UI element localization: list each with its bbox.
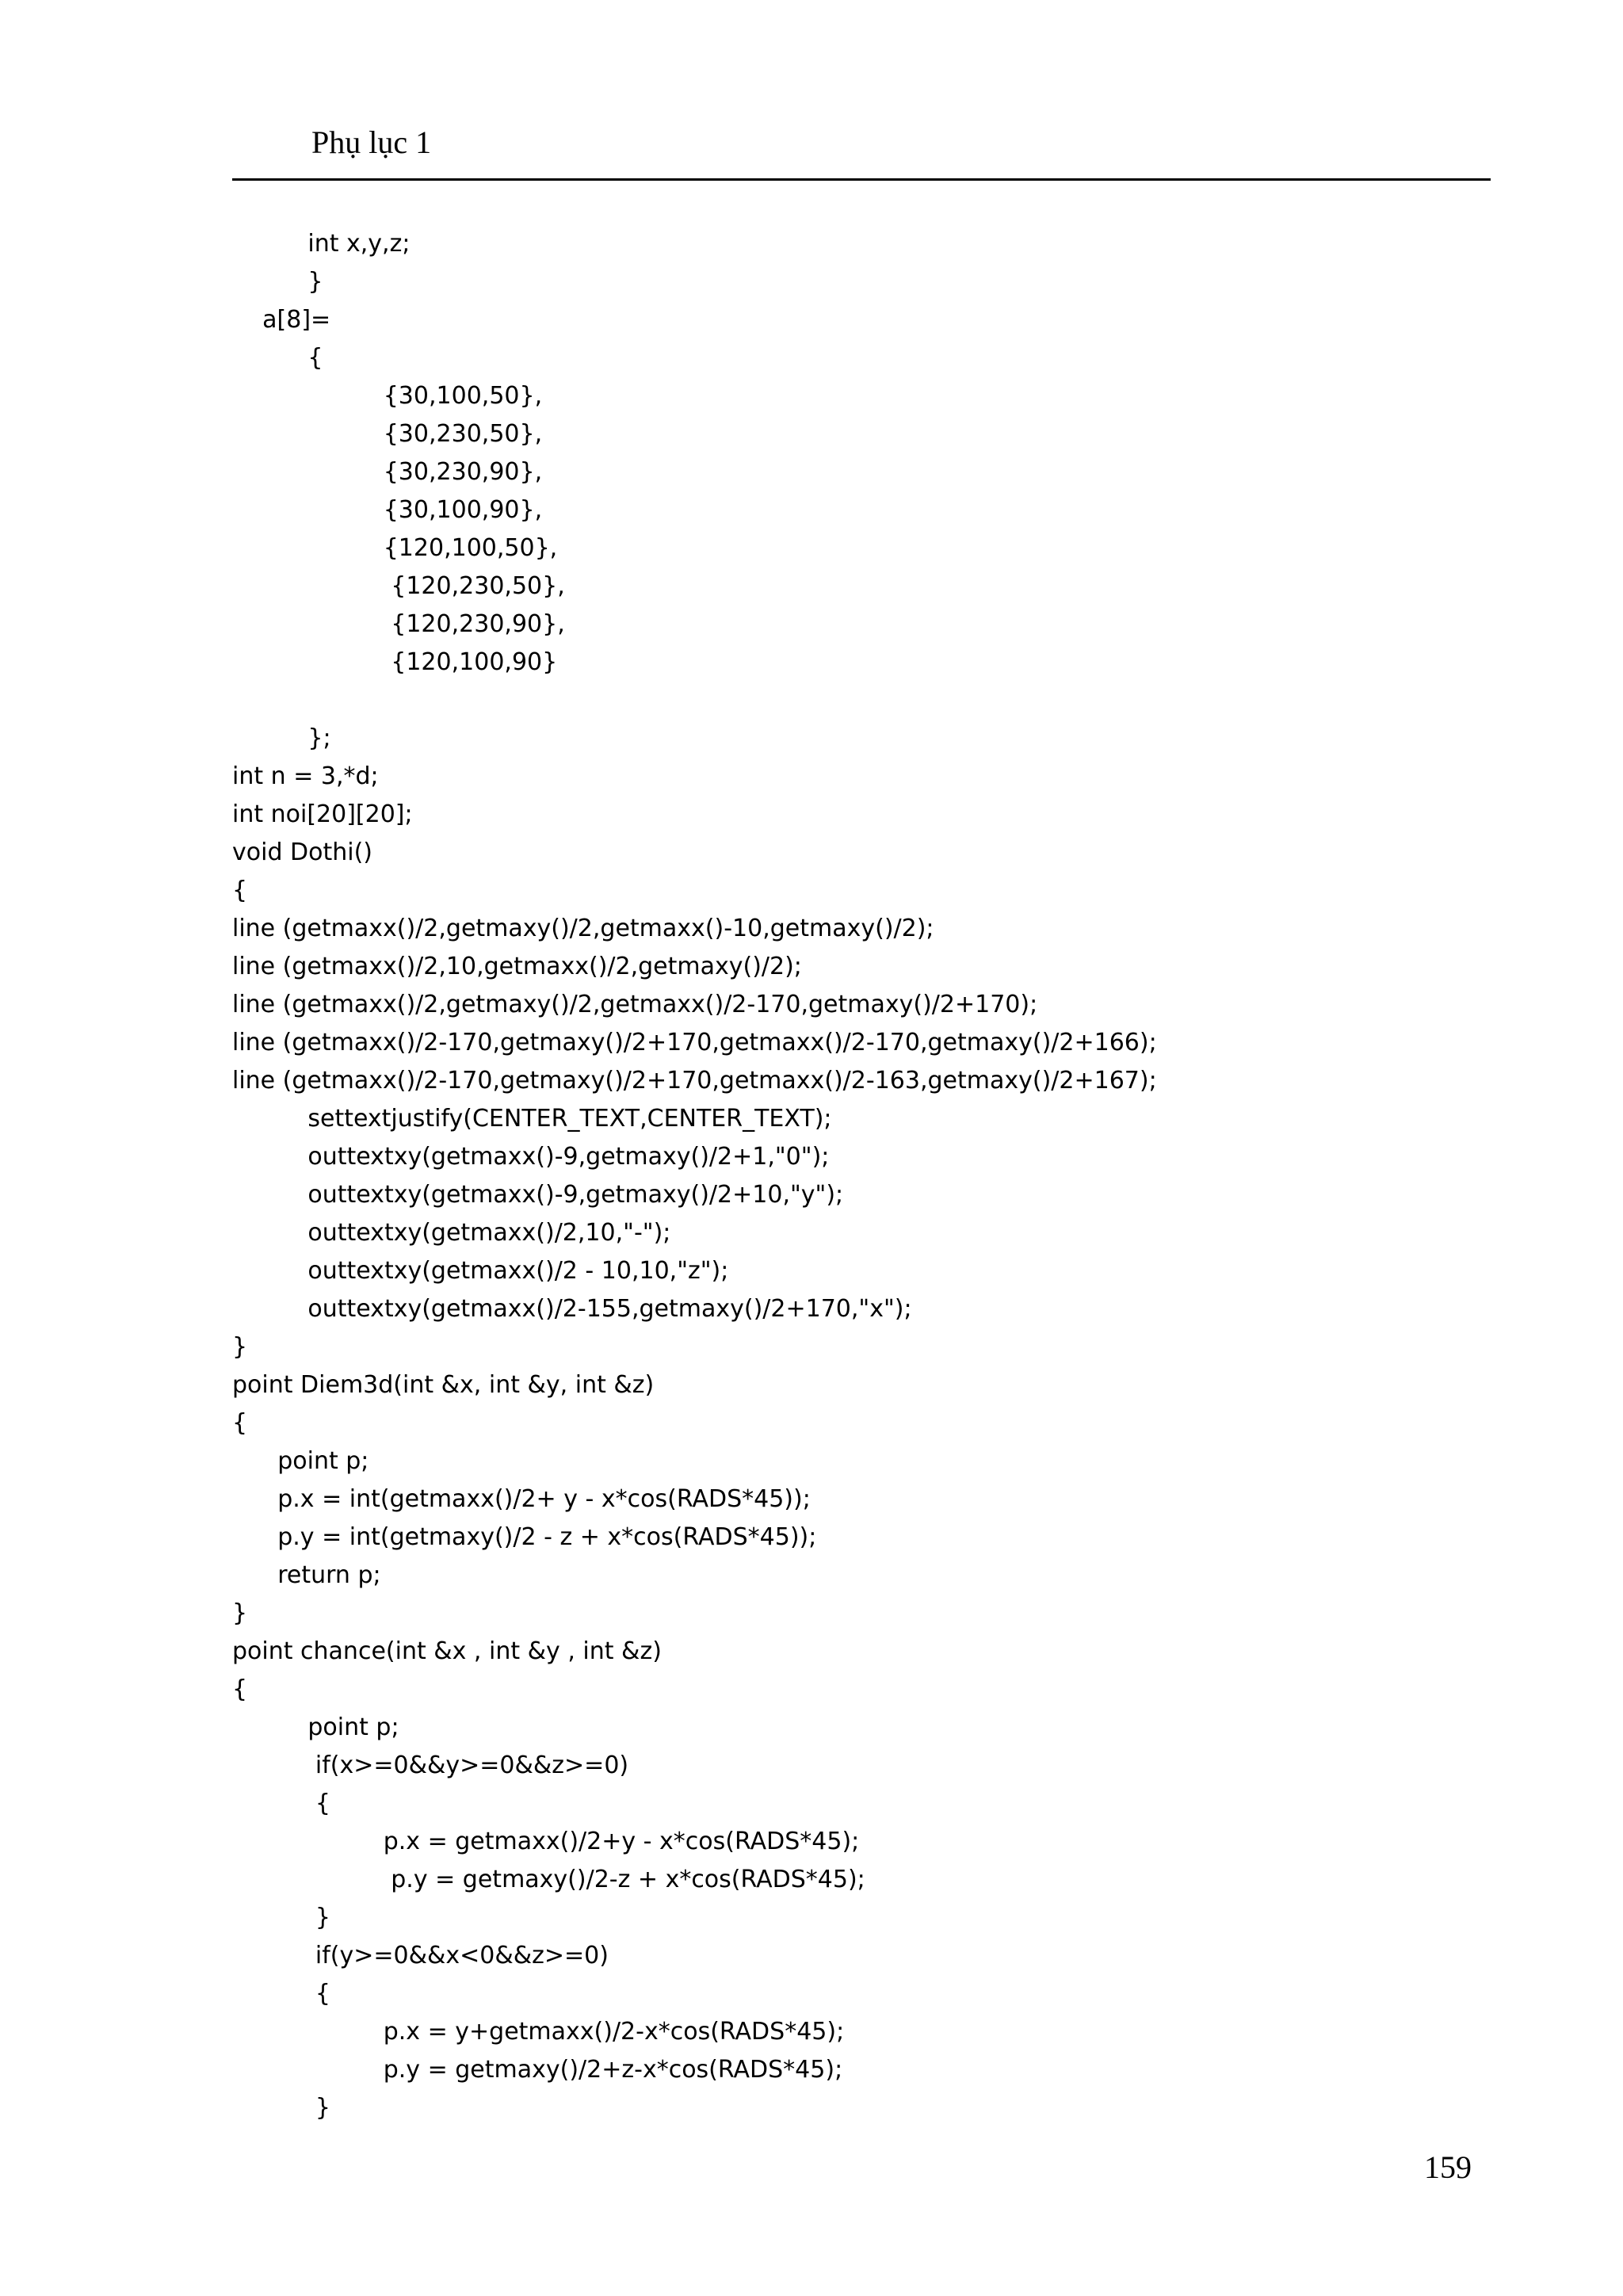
code-line: { [232, 1675, 248, 1703]
code-line: } [232, 1904, 330, 1931]
page-number: 159 [1424, 2149, 1472, 2185]
code-line: { [232, 1790, 330, 1817]
code-line: } [232, 2094, 330, 2122]
code-line: int n = 3,*d; [232, 762, 379, 790]
code-line: { [232, 877, 248, 904]
code-line: p.x = getmaxx()/2+y - x*cos(RADS*45); [232, 1828, 860, 1855]
code-line: outtextxy(getmaxx()-9,getmaxy()/2+1,"0"); [232, 1143, 830, 1171]
code-line: }; [232, 724, 331, 752]
code-line: return p; [232, 1561, 381, 1589]
code-line: line (getmaxx()/2,getmaxy()/2,getmaxx()/2-170,getmaxy()/2+170); [232, 991, 1038, 1018]
code-line: outtextxy(getmaxx()/2 - 10,10,"z"); [232, 1257, 729, 1285]
code-line: {30,100,50}, [232, 382, 543, 410]
code-line: } [232, 1599, 248, 1627]
code-line: {120,100,50}, [232, 534, 558, 562]
code-line: {30,230,90}, [232, 458, 543, 486]
code-line: settextjustify(CENTER_TEXT,CENTER_TEXT); [232, 1105, 832, 1133]
code-line: p.y = int(getmaxy()/2 - z + x*cos(RADS*45)); [232, 1523, 817, 1551]
code-line: line (getmaxx()/2,getmaxy()/2,getmaxx()-10,getmaxy()/2); [232, 915, 934, 942]
code-line: if(x>=0&&y>=0&&z>=0) [232, 1752, 629, 1779]
code-line: {30,230,50}, [232, 420, 543, 448]
code-line: { [232, 1409, 248, 1437]
code-line: p.y = getmaxy()/2+z-x*cos(RADS*45); [232, 2056, 843, 2084]
code-line: p.y = getmaxy()/2-z + x*cos(RADS*45); [232, 1866, 865, 1893]
code-line: {120,100,90} [232, 648, 558, 676]
code-line: void Dothi() [232, 839, 372, 866]
code-line: { [232, 344, 323, 372]
header-divider [232, 178, 1491, 181]
code-line: outtextxy(getmaxx()/2,10,"-"); [232, 1219, 671, 1247]
code-line: outtextxy(getmaxx()/2-155,getmaxy()/2+170,"x"); [232, 1295, 912, 1323]
code-line: {30,100,90}, [232, 496, 543, 524]
code-line: p.x = int(getmaxx()/2+ y - x*cos(RADS*45)); [232, 1485, 811, 1513]
code-line: line (getmaxx()/2,10,getmaxx()/2,getmaxy()/2); [232, 953, 802, 980]
code-line: line (getmaxx()/2-170,getmaxy()/2+170,getmaxx()/2-163,getmaxy()/2+167); [232, 1067, 1157, 1095]
code-line: } [232, 1333, 248, 1361]
code-line: if(y>=0&&x<0&&z>=0) [232, 1942, 609, 1969]
code-line: {120,230,50}, [232, 572, 565, 600]
code-line [232, 682, 1491, 720]
code-line: point p; [232, 1713, 399, 1741]
code-line: line (getmaxx()/2-170,getmaxy()/2+170,getmaxx()/2-170,getmaxy()/2+166); [232, 1029, 1157, 1056]
code-line: point Diem3d(int &x, int &y, int &z) [232, 1371, 655, 1399]
code-line: } [232, 268, 323, 296]
code-line: int x,y,z; [232, 230, 411, 258]
code-listing [232, 225, 1491, 2127]
code-line: a[8]= [232, 306, 331, 334]
code-line: point chance(int &x , int &y , int &z) [232, 1637, 662, 1665]
code-line: p.x = y+getmaxx()/2-x*cos(RADS*45); [232, 2018, 845, 2046]
code-line: outtextxy(getmaxx()-9,getmaxy()/2+10,"y"); [232, 1181, 844, 1209]
code-line: {120,230,90}, [232, 610, 565, 638]
code-line: int noi[20][20]; [232, 800, 413, 828]
code-line: point p; [232, 1447, 369, 1475]
code-line: { [232, 1980, 330, 2008]
page-header-title: Phụ lục 1 [311, 124, 432, 160]
